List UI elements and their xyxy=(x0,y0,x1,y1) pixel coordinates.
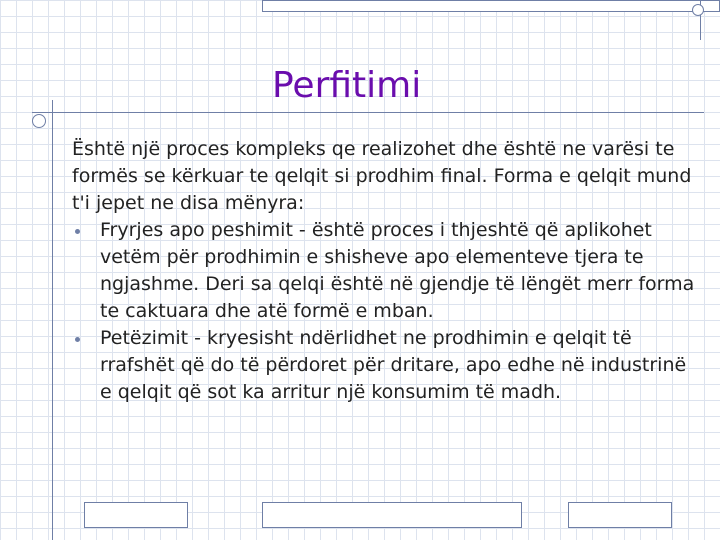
title-underline-rule xyxy=(32,112,704,113)
bottom-decor-box-2 xyxy=(262,502,522,528)
left-decor-vertical-line xyxy=(52,100,53,540)
bullet-list xyxy=(72,217,702,406)
top-right-decor-circle xyxy=(692,4,704,16)
bullet-icon xyxy=(75,337,80,342)
left-decor-circle xyxy=(32,114,46,128)
intro-paragraph: Është një proces kompleks qe realizohet dhe është ne varësi te formës se kërkuar te qelqit si prodhim final. Forma e qelqit mund t'i jepet ne disa mënyra: xyxy=(72,138,692,214)
top-right-decor-box xyxy=(262,0,720,12)
list-item xyxy=(72,325,702,406)
list-item xyxy=(72,217,702,325)
slide-body xyxy=(72,136,702,406)
bullet-text: Petëzimit - kryesisht ndërlidhet ne prodhimin e qelqit të rrafshët që do të përdoret për dritare, apo edhe në industrinë e qelqit që sot ka arritur një konsumim të madh. xyxy=(100,327,687,403)
page-title: Perfitimi xyxy=(272,65,422,106)
bottom-decor-box-3 xyxy=(568,502,672,528)
bottom-decor-box-1 xyxy=(84,502,188,528)
bullet-icon xyxy=(75,229,80,234)
bullet-text: Fryrjes apo peshimit - është proces i thjeshtë që aplikohet vetëm për prodhimin e shisheve apo elementeve tjera te ngjashme. Deri sa qelqi është në gjendje të lëngët merr forma te caktuara dhe atë formë e mban. xyxy=(100,219,695,322)
